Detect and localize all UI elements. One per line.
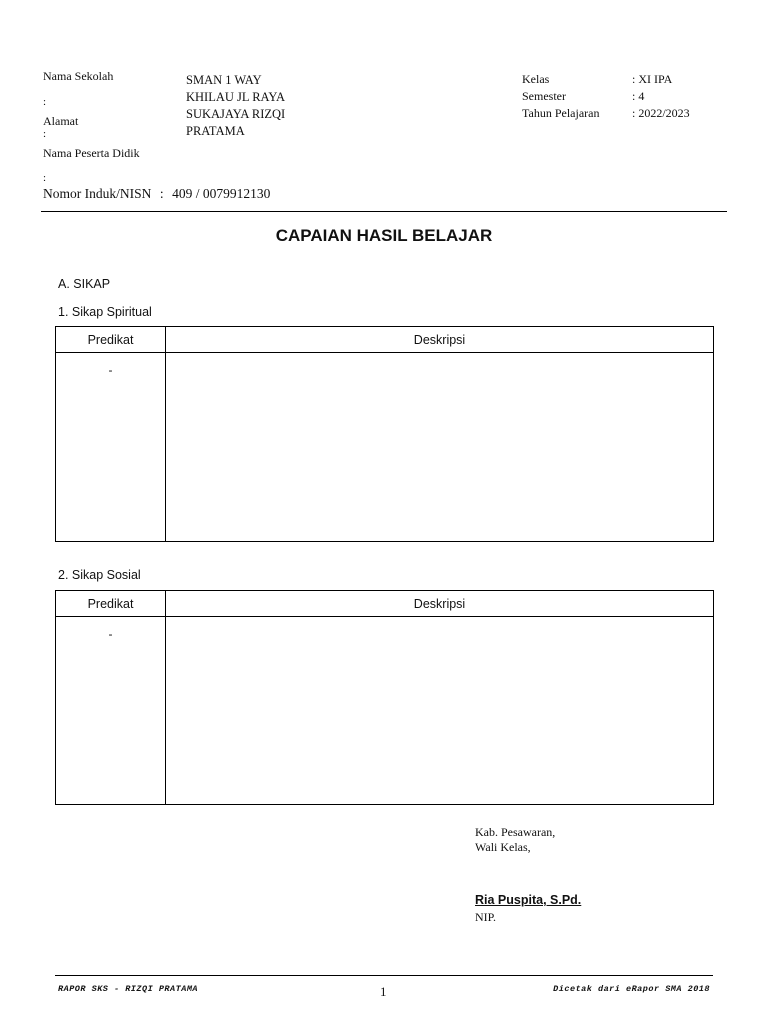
signature-block — [475, 825, 555, 855]
semester-label: Semester — [522, 89, 566, 103]
deskripsi-cell — [166, 617, 714, 805]
address-label: Alamat — [43, 114, 79, 128]
class-value: : XI IPA — [632, 72, 673, 86]
predikat-cell — [56, 353, 166, 542]
section-a-heading: A. SIKAP — [58, 277, 111, 291]
header-divider — [41, 211, 727, 212]
spiritual-heading: 1. Sikap Spiritual — [58, 305, 152, 319]
column-header-predikat: Predikat — [56, 327, 166, 353]
deskripsi-cell — [166, 353, 714, 542]
school-value-line: PRATAMA — [186, 124, 245, 138]
footer-divider — [55, 975, 713, 976]
table-header-row — [56, 327, 714, 353]
signature-role: Wali Kelas, — [475, 840, 531, 854]
school-name-colon: : — [43, 96, 47, 108]
school-value-line: KHILAU JL RAYA — [186, 90, 286, 104]
spiritual-table — [55, 326, 714, 542]
sosial-heading: 2. Sikap Sosial — [58, 568, 141, 582]
class-label: Kelas — [522, 72, 550, 86]
year-label: Tahun Pelajaran — [522, 106, 600, 120]
table-header-row — [56, 591, 714, 617]
footer-left-text: RAPOR SKS - RIZQI PRATAMA — [58, 984, 199, 994]
page-title: CAPAIAN HASIL BELAJAR — [275, 226, 493, 245]
nisn-label: Nomor Induk/NISN — [43, 186, 152, 201]
nisn-row — [43, 186, 270, 202]
student-name-colon: : — [43, 172, 47, 184]
page-number: 1 — [380, 984, 387, 999]
column-header-predikat: Predikat — [56, 591, 166, 617]
signature-name: Ria Puspita, S.Pd. — [475, 893, 582, 907]
predikat-value: - — [108, 363, 113, 377]
semester-value: : 4 — [632, 89, 645, 103]
school-value-line: SMAN 1 WAY — [186, 73, 262, 87]
nisn-value: 409 / 0079912130 — [172, 186, 271, 201]
table-row — [56, 353, 714, 542]
year-value: : 2022/2023 — [632, 106, 690, 120]
school-value — [186, 72, 285, 140]
school-value-line: SUKAJAYA RIZQI — [186, 107, 286, 121]
predikat-cell — [56, 617, 166, 805]
column-header-deskripsi: Deskripsi — [166, 591, 714, 617]
sosial-table — [55, 590, 714, 805]
address-colon: : — [43, 128, 47, 140]
column-header-deskripsi: Deskripsi — [166, 327, 714, 353]
table-row — [56, 617, 714, 805]
footer-right-text: Dicetak dari eRapor SMA 2018 — [553, 984, 710, 994]
signature-place: Kab. Pesawaran, — [475, 825, 556, 839]
student-name-label: Nama Peserta Didik — [43, 146, 140, 160]
signature-nip: NIP. — [475, 910, 497, 924]
predikat-value: - — [108, 627, 113, 641]
school-name-label: Nama Sekolah — [43, 69, 114, 83]
nisn-colon: : — [159, 186, 164, 201]
